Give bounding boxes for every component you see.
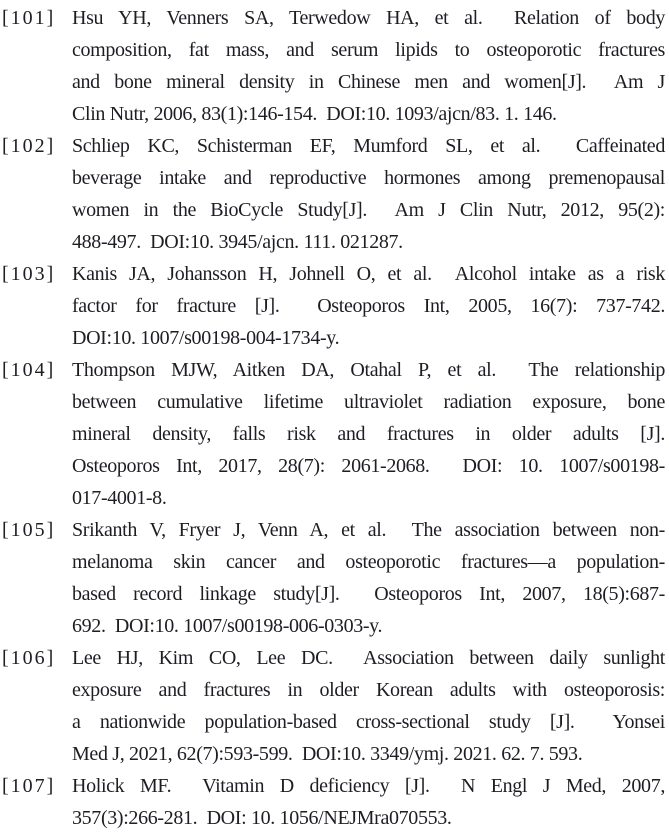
reference-line: Kanis JA, Johansson H, Johnell O, et al. Alcohol intake as a risk xyxy=(72,263,665,285)
reference-line: Schliep KC, Schisterman EF, Mumford SL, et al. Caffeinated xyxy=(72,135,665,157)
reference-lines xyxy=(72,514,665,642)
reference-line: Osteoporos Int, 2017, 28(7): 2061-2068. DOI: 10. 1007/s00198- xyxy=(72,455,665,477)
reference-line: DOI:10. 1007/s00198-004-1734-y. xyxy=(72,327,340,349)
reference-line: based record linkage study[J]. Osteoporos Int, 2007, 18(5):687- xyxy=(72,583,665,605)
reference-line: Hsu YH, Venners SA, Terwedow HA, et al. Relation of body xyxy=(72,7,665,29)
reference-entry xyxy=(2,258,665,354)
reference-lines xyxy=(72,354,665,514)
reference-line: women in the BioCycle Study[J]. Am J Clin Nutr, 2012, 95(2): xyxy=(72,199,665,221)
reference-number: [105] xyxy=(2,519,56,541)
reference-number: [101] xyxy=(2,7,56,29)
reference-line: and bone mineral density in Chinese men and women[J]. Am J xyxy=(72,71,665,93)
reference-lines xyxy=(72,130,665,258)
reference-entry xyxy=(2,2,665,130)
reference-entry xyxy=(2,770,665,834)
reference-line: 357(3):266-281. DOI: 10. 1056/NEJMra070553. xyxy=(72,807,452,829)
reference-line: Med J, 2021, 62(7):593-599. DOI:10. 3349/ymj. 2021. 62. 7. 593. xyxy=(72,743,583,765)
reference-entry xyxy=(2,130,665,258)
reference-entry xyxy=(2,514,665,642)
reference-number: [104] xyxy=(2,359,56,381)
reference-line: Clin Nutr, 2006, 83(1):146-154. DOI:10. 1093/ajcn/83. 1. 146. xyxy=(72,103,557,125)
reference-lines xyxy=(72,2,665,130)
reference-line: factor for fracture [J]. Osteoporos Int, 2005, 16(7): 737-742. xyxy=(72,295,665,317)
reference-line: a nationwide population-based cross-sectional study [J]. Yonsei xyxy=(72,711,665,733)
reference-lines xyxy=(72,770,665,834)
reference-line: 692. DOI:10. 1007/s00198-006-0303-y. xyxy=(72,615,383,637)
reference-number: [102] xyxy=(2,135,56,157)
reference-line: Holick MF. Vitamin D deficiency [J]. N Engl J Med, 2007, xyxy=(72,775,665,797)
reference-line: exposure and fractures in older Korean adults with osteoporosis: xyxy=(72,679,665,701)
reference-line: composition, fat mass, and serum lipids to osteoporotic fractures xyxy=(72,39,665,61)
reference-lines xyxy=(72,642,665,770)
reference-line: Thompson MJW, Aitken DA, Otahal P, et al. The relationship xyxy=(72,359,665,381)
reference-list xyxy=(2,2,665,834)
reference-number: [103] xyxy=(2,263,56,285)
reference-line: between cumulative lifetime ultraviolet radiation exposure, bone xyxy=(72,391,665,413)
reference-entry xyxy=(2,642,665,770)
reference-number: [107] xyxy=(2,775,56,797)
reference-line: 488-497. DOI:10. 3945/ajcn. 111. 021287. xyxy=(72,231,403,253)
reference-line: mineral density, falls risk and fractures in older adults [J]. xyxy=(72,423,665,445)
reference-number: [106] xyxy=(2,647,56,669)
reference-lines xyxy=(72,258,665,354)
reference-line: 017-4001-8. xyxy=(72,487,167,509)
reference-line: melanoma skin cancer and osteoporotic fractures—a population- xyxy=(72,551,665,573)
reference-entry xyxy=(2,354,665,514)
reference-line: Srikanth V, Fryer J, Venn A, et al. The association between non- xyxy=(72,519,665,541)
reference-line: Lee HJ, Kim CO, Lee DC. Association between daily sunlight xyxy=(72,647,665,669)
reference-line: beverage intake and reproductive hormones among premenopausal xyxy=(72,167,665,189)
